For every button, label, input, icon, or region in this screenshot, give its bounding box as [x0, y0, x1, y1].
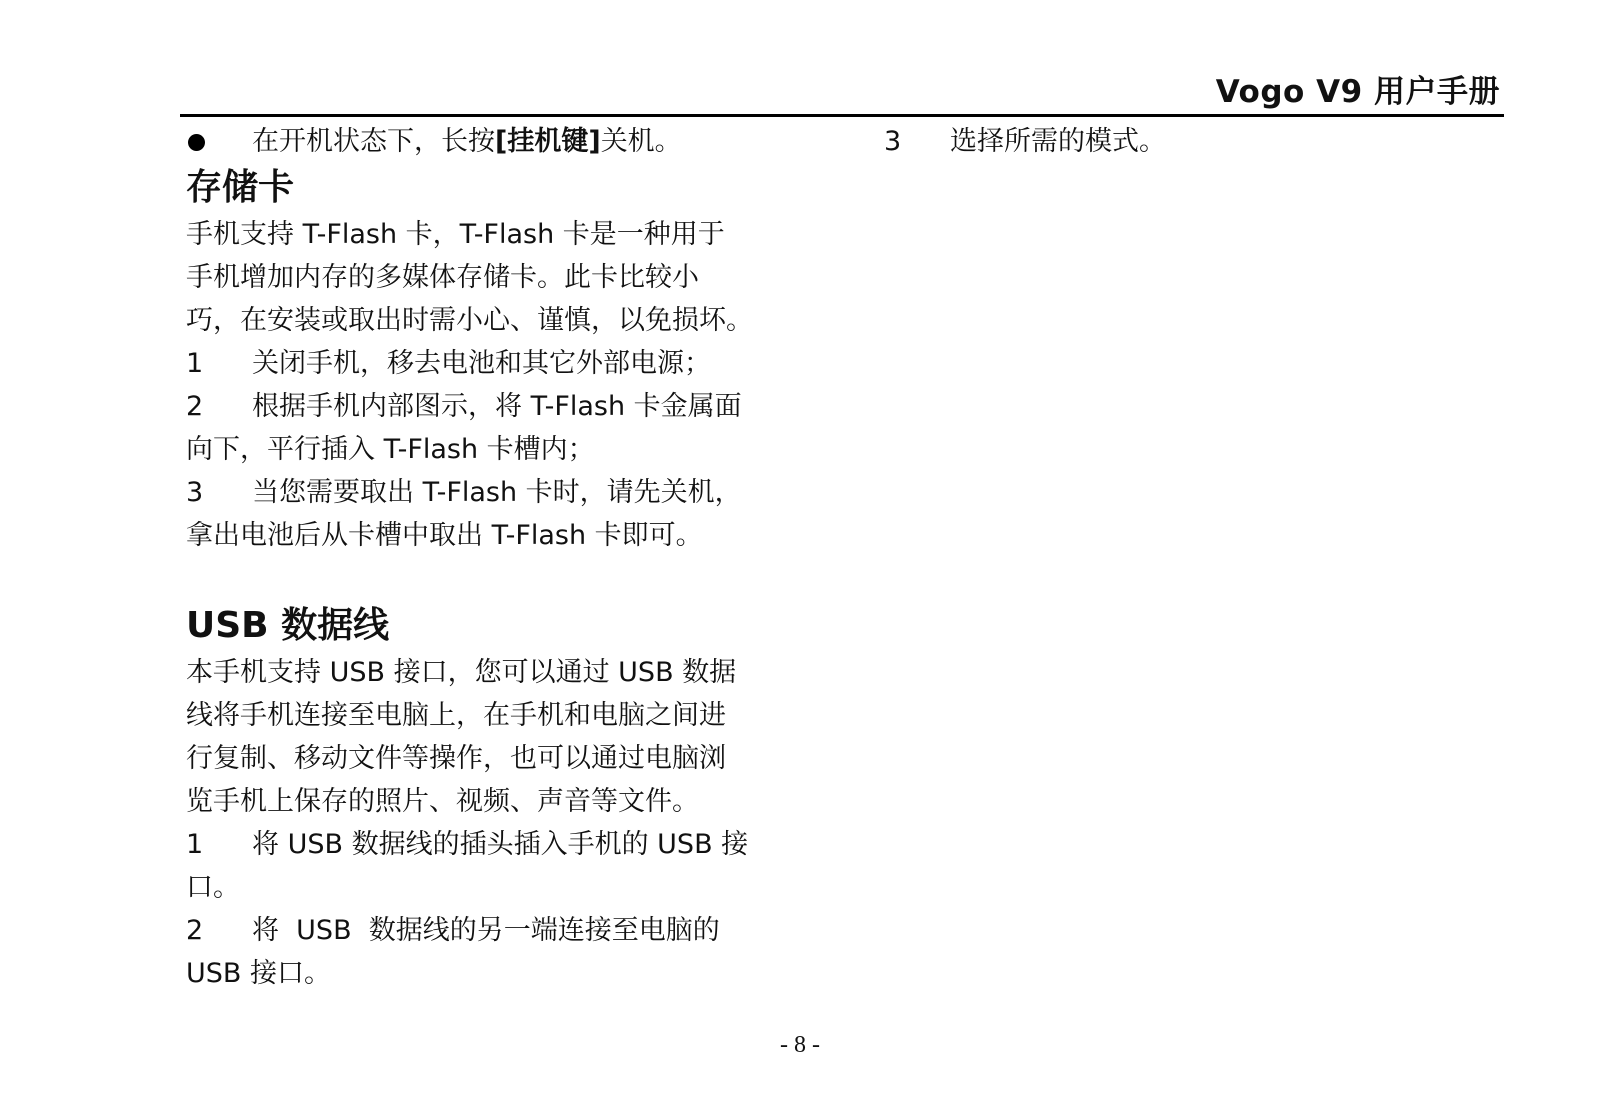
usb-intro-line: 览手机上保存的照片、视频、声音等文件。: [186, 786, 699, 817]
step-text: 选择所需的模式。: [950, 126, 1166, 157]
step-text: 关闭手机，移去电池和其它外部电源；: [252, 348, 711, 379]
step-text: 根据手机内部图示，将 T-Flash 卡金属面: [252, 391, 742, 422]
usb-intro-line: 行复制、移动文件等操作，也可以通过电脑浏: [186, 743, 726, 774]
usb-intro-line: 本手机支持 USB 接口，您可以通过 USB 数据: [186, 657, 737, 688]
bullet-text-prefix: 在开机状态下，长按: [252, 126, 495, 157]
step-number: 3: [186, 477, 204, 508]
left-column: [186, 120, 801, 995]
header-divider: [180, 114, 1504, 117]
storage-step-1: [186, 342, 801, 385]
step-text: 当您需要取出 T-Flash 卡时，请先关机，: [252, 477, 742, 508]
storage-step-2: [186, 385, 801, 428]
storage-intro-line: 巧，在安装或取出时需小心、谨慎，以免损坏。: [186, 305, 753, 336]
usb-step-1: [186, 823, 801, 866]
storage-intro-line: 手机支持 T-Flash 卡，T-Flash 卡是一种用于: [186, 219, 725, 250]
usb-step-1-continuation: 口。: [186, 872, 240, 903]
usb-cable-heading: USB 数据线: [186, 605, 390, 646]
page-number: - 8 -: [780, 1032, 820, 1058]
step-number: 1: [186, 829, 204, 860]
step-number: 2: [186, 915, 204, 946]
power-off-bullet-item: [186, 120, 801, 163]
end-call-key-label: [挂机键]: [495, 126, 601, 157]
usb-step-3: [884, 120, 1484, 163]
step-number: 3: [884, 126, 902, 157]
bullet-icon: [188, 134, 205, 151]
bullet-text-suffix: 关机。: [600, 126, 682, 157]
storage-step-2-continuation: 向下，平行插入 T-Flash 卡槽内；: [186, 434, 595, 465]
usb-step-2-continuation: USB 接口。: [186, 958, 332, 989]
step-text: 将 USB 数据线的另一端连接至电脑的: [252, 915, 720, 946]
step-number: 2: [186, 391, 204, 422]
storage-step-3-continuation: 拿出电池后从卡槽中取出 T-Flash 卡即可。: [186, 520, 703, 551]
storage-step-3: [186, 471, 801, 514]
manual-title: Vogo V9 用户手册: [1215, 74, 1500, 110]
storage-card-heading: 存储卡: [186, 167, 295, 208]
step-text: 将 USB 数据线的插头插入手机的 USB 接: [252, 829, 749, 860]
usb-intro-line: 线将手机连接至电脑上，在手机和电脑之间进: [186, 700, 726, 731]
step-number: 1: [186, 348, 204, 379]
usb-step-2: [186, 909, 801, 952]
right-column: [884, 120, 1484, 163]
storage-intro-line: 手机增加内存的多媒体存储卡。此卡比较小: [186, 262, 699, 293]
